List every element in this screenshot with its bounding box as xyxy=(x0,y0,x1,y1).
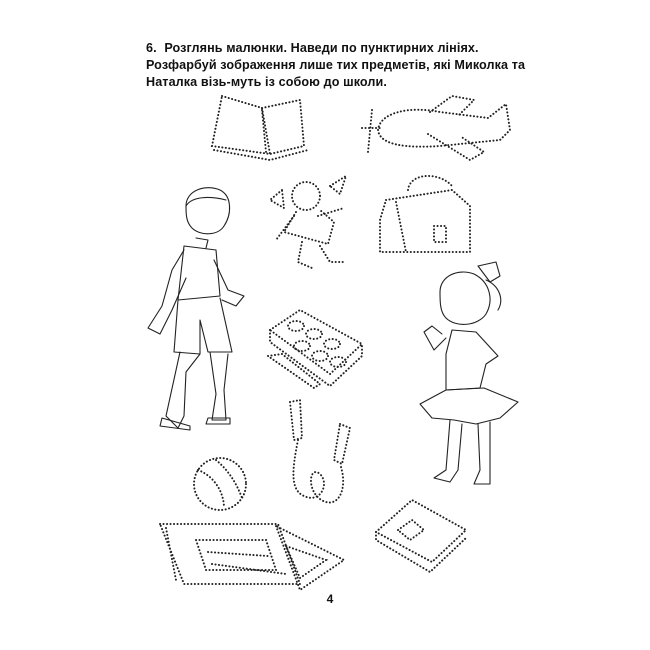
girl-figure xyxy=(420,262,518,484)
doll-icon xyxy=(270,176,346,268)
open-book-icon xyxy=(212,96,308,160)
boy-figure xyxy=(148,188,244,430)
ball-icon xyxy=(194,458,246,510)
set-square-icon xyxy=(276,526,344,590)
paint-box-icon xyxy=(268,310,362,388)
notebook-icon xyxy=(376,500,466,572)
task-number: 6. xyxy=(146,41,157,55)
airplane-icon xyxy=(362,96,510,160)
jump-rope-icon xyxy=(290,400,350,503)
school-bag-icon xyxy=(380,176,470,252)
task-text: Розглянь малюнки. Наведи по пунктирних лініях. Розфарбуй зображення лише тих предметів, які Миколка та Наталка візь-муть із собою до школи. xyxy=(146,41,526,89)
page-number: 4 xyxy=(326,592,334,606)
